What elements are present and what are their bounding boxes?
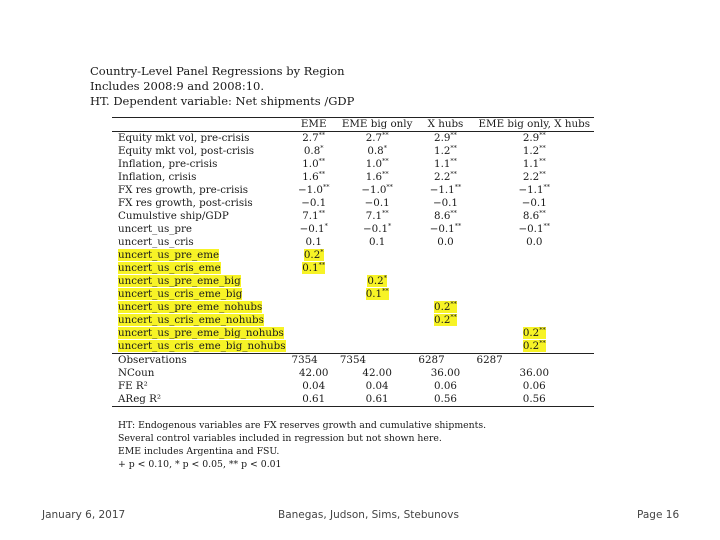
coefficient-cell <box>290 132 338 146</box>
coefficient-number: 2.2 <box>522 171 540 183</box>
coefficient-value <box>434 314 457 326</box>
significance-stars: ** <box>450 300 457 308</box>
coefficient-cell <box>475 210 594 223</box>
coefficient-cell <box>475 262 594 275</box>
significance-stars: ** <box>386 183 393 191</box>
table-caption <box>90 64 354 109</box>
coefficient-number: 2.9 <box>434 132 451 144</box>
coefficient-number: 0.2 <box>434 301 451 313</box>
footer-authors: Banegas, Judson, Sims, Stebunovs <box>278 509 459 521</box>
coefficient-number: −0.1 <box>301 197 327 209</box>
significance-stars: ** <box>543 222 551 230</box>
table-row <box>112 132 594 146</box>
note-significance: + p < 0.10, * p < 0.05, ** p < 0.01 <box>118 459 282 470</box>
coefficient-value <box>302 158 325 170</box>
row-label-text: uncert_us_pre <box>118 223 193 235</box>
row-label-text: FX res growth, pre-crisis <box>118 184 249 196</box>
coefficient-number: 1.0 <box>302 158 319 170</box>
coefficient-cell <box>338 132 417 146</box>
coefficient-cell <box>475 249 594 262</box>
coefficient-value <box>434 158 457 170</box>
coefficient-value <box>302 171 325 183</box>
coefficient-value <box>430 184 462 196</box>
coefficient-cell <box>290 184 338 197</box>
statistics-row <box>112 354 594 368</box>
row-label-text: FX res growth, post-crisis <box>118 197 253 209</box>
coefficient-value <box>367 145 387 157</box>
coefficient-cell <box>475 314 594 327</box>
row-label <box>112 158 290 171</box>
significance-stars: * <box>388 222 392 230</box>
coefficient-number: 0.1 <box>305 236 322 248</box>
significance-stars: ** <box>382 209 389 217</box>
coefficient-number: −0.1 <box>299 223 325 235</box>
significance-stars: ** <box>322 183 330 191</box>
significance-stars: ** <box>539 326 546 334</box>
coefficient-cell <box>290 288 338 301</box>
coefficient-number: 0.0 <box>526 236 543 248</box>
significance-stars: ** <box>454 222 462 230</box>
column-header: EME big only <box>341 118 413 130</box>
row-label <box>112 275 290 288</box>
statistic-value: 36.00 <box>430 367 461 379</box>
table-row <box>112 301 594 314</box>
coefficient-number: 7.1 <box>302 210 319 222</box>
coefficient-cell <box>338 249 417 262</box>
regression-table-wrapper <box>112 117 594 407</box>
significance-stars: ** <box>454 183 462 191</box>
coefficient-cell <box>416 171 474 184</box>
column-header: X hubs <box>427 118 464 130</box>
footer-date: January 6, 2017 <box>42 509 126 521</box>
significance-stars: ** <box>539 144 546 152</box>
statistic-value: 7354 <box>291 354 318 366</box>
coefficient-cell <box>338 171 417 184</box>
coefficient-cell <box>416 262 474 275</box>
coefficient-number: 0.1 <box>365 288 383 300</box>
coefficient-value <box>434 132 457 144</box>
coefficient-value <box>302 210 325 222</box>
coefficient-cell <box>338 197 417 210</box>
significance-stars: * <box>383 144 387 152</box>
row-label <box>112 223 290 236</box>
statistic-label: Observations <box>118 354 187 366</box>
coefficient-cell <box>338 223 417 236</box>
coefficient-cell <box>416 275 474 288</box>
coefficient-value <box>366 210 389 222</box>
row-label <box>112 249 290 262</box>
significance-stars: * <box>320 248 324 256</box>
coefficient-cell <box>290 327 338 340</box>
table-row <box>112 262 594 275</box>
significance-stars: * <box>324 222 328 230</box>
coefficient-cell <box>290 262 338 275</box>
coefficient-value <box>430 223 462 235</box>
row-label-text: Inflation, crisis <box>118 171 197 183</box>
row-label-text: uncert_us_cris_eme <box>118 262 221 274</box>
note-controls: Several control variables included in regression but not shown here. <box>118 433 442 444</box>
coefficient-number: −0.1 <box>364 197 390 209</box>
coefficient-value <box>523 158 546 170</box>
coefficient-number: 0.2 <box>434 314 451 326</box>
table-row <box>112 249 594 262</box>
table-row <box>112 340 594 354</box>
coefficient-cell <box>338 301 417 314</box>
table-row <box>112 236 594 249</box>
coefficient-cell <box>416 158 474 171</box>
row-label-text: uncert_us_pre_eme <box>118 249 220 261</box>
coefficient-cell <box>475 288 594 301</box>
coefficient-cell <box>338 145 417 158</box>
coefficient-cell <box>416 301 474 314</box>
coefficient-value <box>363 223 391 235</box>
coefficient-value <box>369 236 385 248</box>
statistic-value: 7354 <box>339 354 367 366</box>
significance-stars: ** <box>539 209 546 217</box>
statistics-row <box>112 367 594 380</box>
coefficient-number: 8.6 <box>522 210 540 222</box>
coefficient-cell <box>475 275 594 288</box>
coefficient-number: 1.2 <box>434 145 451 157</box>
statistic-value: 42.00 <box>298 367 329 379</box>
coefficient-value <box>523 340 546 352</box>
statistic-label: AReg R² <box>118 393 162 405</box>
coefficient-cell <box>475 327 594 340</box>
coefficient-value <box>366 171 389 183</box>
table-row <box>112 223 594 236</box>
coefficient-value <box>304 145 324 157</box>
significance-stars: ** <box>450 313 457 321</box>
row-label-text: Cumulstive ship/GDP <box>118 210 229 222</box>
coefficient-value <box>366 132 389 144</box>
coefficient-cell <box>475 132 594 146</box>
dependent-variable-note: HT. Dependent variable: Net shipments /GDP <box>90 94 355 108</box>
coefficient-value <box>523 145 546 157</box>
coefficient-cell <box>290 223 338 236</box>
table-notes <box>118 419 486 471</box>
coefficient-number: 2.2 <box>434 171 451 183</box>
statistics-row <box>112 393 594 407</box>
coefficient-number: −0.1 <box>429 223 455 235</box>
statistic-value: 0.61 <box>302 393 326 405</box>
significance-stars: ** <box>318 209 326 217</box>
row-label <box>112 132 290 146</box>
footer-page-number: Page 16 <box>637 509 680 521</box>
row-label-text: uncert_us_cris <box>118 236 194 248</box>
coefficient-number: 7.1 <box>365 210 383 222</box>
coefficient-cell <box>416 288 474 301</box>
statistic-value: 42.00 <box>362 367 392 379</box>
significance-stars: ** <box>450 131 457 139</box>
statistic-value: 6287 <box>476 354 503 366</box>
coefficient-cell <box>290 210 338 223</box>
coefficient-cell <box>338 288 417 301</box>
significance-stars: ** <box>382 131 389 139</box>
coefficient-value <box>300 223 328 235</box>
row-label <box>112 340 290 354</box>
coefficient-cell <box>290 340 338 354</box>
regression-table <box>112 117 594 407</box>
significance-stars: * <box>383 274 387 282</box>
coefficient-cell <box>416 249 474 262</box>
coefficient-value <box>301 197 326 209</box>
coefficient-number: 0.1 <box>368 236 386 248</box>
statistic-value: 0.06 <box>434 380 457 392</box>
significance-stars: ** <box>539 157 546 165</box>
statistic-value: 0.61 <box>365 393 389 405</box>
coefficient-number: 2.7 <box>365 132 383 144</box>
significance-stars: ** <box>450 170 457 178</box>
coefficient-cell <box>338 340 417 354</box>
coefficient-number: 1.1 <box>522 158 540 170</box>
table-row <box>112 171 594 184</box>
table-row <box>112 158 594 171</box>
coefficient-value <box>434 145 457 157</box>
significance-stars: ** <box>318 170 326 178</box>
row-label-text: uncert_us_cris_eme_big_nohubs <box>118 340 286 352</box>
row-label-text: uncert_us_cris_eme_nohubs <box>118 314 264 326</box>
significance-stars: ** <box>539 170 546 178</box>
significance-stars: ** <box>539 339 546 347</box>
row-label <box>112 262 290 275</box>
coefficient-value <box>304 249 324 261</box>
coefficient-value <box>437 236 453 248</box>
coefficient-cell <box>416 314 474 327</box>
table-row <box>112 275 594 288</box>
coefficient-cell <box>475 184 594 197</box>
coefficient-number: 1.2 <box>522 145 540 157</box>
coefficient-cell <box>338 184 417 197</box>
table-row <box>112 145 594 158</box>
coefficient-number: 0.2 <box>522 327 540 339</box>
coefficient-value <box>526 236 542 248</box>
coefficient-cell <box>290 301 338 314</box>
coefficient-number: 0.0 <box>437 236 454 248</box>
coefficient-number: −1.1 <box>429 184 455 196</box>
row-label-text: Inflation, pre-crisis <box>118 158 218 170</box>
row-label-text: Equity mkt vol, post-crisis <box>118 145 255 157</box>
significance-stars: ** <box>382 170 389 178</box>
coefficient-number: −0.1 <box>363 223 389 235</box>
coefficient-value <box>523 210 546 222</box>
table-header-row <box>112 118 594 132</box>
coefficient-cell <box>475 301 594 314</box>
coefficient-cell <box>416 223 474 236</box>
table-row <box>112 210 594 223</box>
coefficient-value <box>523 171 546 183</box>
statistic-value: 0.56 <box>522 393 546 405</box>
coefficient-number: 1.6 <box>365 171 383 183</box>
statistic-label: NCoun <box>118 367 155 379</box>
coefficient-cell <box>475 158 594 171</box>
coefficient-number: −0.1 <box>521 197 547 209</box>
header-blank <box>112 118 290 132</box>
coefficient-cell <box>416 132 474 146</box>
coefficient-number: 0.8 <box>367 145 384 157</box>
coefficient-cell <box>416 197 474 210</box>
coefficient-cell <box>290 145 338 158</box>
statistic-value: 6287 <box>418 354 445 366</box>
table-row <box>112 314 594 327</box>
row-label <box>112 288 290 301</box>
table-row <box>112 184 594 197</box>
coefficient-cell <box>290 275 338 288</box>
coefficient-number: 1.0 <box>365 158 383 170</box>
coefficient-number: 0.1 <box>302 262 319 274</box>
column-header: EME big only, X hubs <box>478 118 590 130</box>
coefficient-cell <box>290 197 338 210</box>
coefficient-cell <box>416 210 474 223</box>
coefficient-value <box>298 184 330 196</box>
coefficient-cell <box>416 340 474 354</box>
coefficient-cell <box>338 236 417 249</box>
coefficient-value <box>366 288 389 300</box>
significance-stars: ** <box>382 157 389 165</box>
coefficient-cell <box>338 262 417 275</box>
coefficient-cell <box>475 171 594 184</box>
row-label <box>112 184 290 197</box>
note-eme: EME includes Argentina and FSU. <box>118 446 280 457</box>
coefficient-value <box>361 184 393 196</box>
coefficient-number: 1.6 <box>302 171 319 183</box>
coefficient-cell <box>416 327 474 340</box>
coefficient-cell <box>338 327 417 340</box>
statistics-row <box>112 380 594 393</box>
table-row <box>112 327 594 340</box>
coefficient-value <box>434 301 457 313</box>
coefficient-cell <box>475 223 594 236</box>
coefficient-number: −0.1 <box>432 197 458 209</box>
coefficient-cell <box>475 197 594 210</box>
row-label <box>112 210 290 223</box>
row-label <box>112 327 290 340</box>
sample-note: Includes 2008:9 and 2008:10. <box>90 79 265 93</box>
coefficient-value <box>523 327 546 339</box>
row-label <box>112 197 290 210</box>
row-label-text: Equity mkt vol, pre-crisis <box>118 132 250 144</box>
coefficient-number: 8.6 <box>434 210 451 222</box>
significance-stars: ** <box>318 157 326 165</box>
coefficient-cell <box>290 236 338 249</box>
table-title: Country-Level Panel Regressions by Region <box>90 64 345 78</box>
coefficient-number: 0.2 <box>522 340 540 352</box>
coefficient-value <box>433 197 458 209</box>
coefficient-value <box>367 275 387 287</box>
significance-stars: ** <box>450 144 457 152</box>
coefficient-rows <box>112 132 594 354</box>
coefficient-value <box>523 132 546 144</box>
coefficient-number: 2.9 <box>522 132 540 144</box>
coefficient-number: 0.2 <box>303 249 321 261</box>
coefficient-value <box>519 184 551 196</box>
statistic-value: 36.00 <box>519 367 549 379</box>
coefficient-cell <box>416 184 474 197</box>
coefficient-number: −1.0 <box>361 184 387 196</box>
significance-stars: ** <box>318 131 326 139</box>
coefficient-cell <box>416 236 474 249</box>
coefficient-value <box>306 236 322 248</box>
row-label <box>112 145 290 158</box>
statistics-rows <box>112 354 594 407</box>
coefficient-value <box>302 262 325 274</box>
row-label-text: uncert_us_pre_eme_nohubs <box>118 301 263 313</box>
statistic-value: 0.06 <box>522 380 546 392</box>
coefficient-cell <box>475 145 594 158</box>
significance-stars: ** <box>318 261 326 269</box>
row-label <box>112 171 290 184</box>
significance-stars: * <box>320 144 324 152</box>
significance-stars: ** <box>382 287 389 295</box>
coefficient-cell <box>475 236 594 249</box>
coefficient-cell <box>338 314 417 327</box>
coefficient-cell <box>338 275 417 288</box>
coefficient-cell <box>416 145 474 158</box>
coefficient-number: 0.8 <box>303 145 321 157</box>
coefficient-cell <box>338 158 417 171</box>
significance-stars: ** <box>539 131 546 139</box>
coefficient-cell <box>290 171 338 184</box>
coefficient-value <box>522 197 547 209</box>
coefficient-number: −1.1 <box>518 184 544 196</box>
table-row <box>112 288 594 301</box>
coefficient-value <box>365 197 390 209</box>
coefficient-cell <box>290 249 338 262</box>
statistic-label: FE R² <box>118 380 148 392</box>
significance-stars: ** <box>450 209 457 217</box>
table-row <box>112 197 594 210</box>
row-label <box>112 236 290 249</box>
coefficient-cell <box>338 210 417 223</box>
row-label-text: uncert_us_pre_eme_big <box>118 275 241 287</box>
significance-stars: ** <box>543 183 551 191</box>
note-endogenous: HT: Endogenous variables are FX reserves growth and cumulative shipments. <box>118 420 487 431</box>
coefficient-value <box>366 158 389 170</box>
statistic-value: 0.04 <box>302 380 326 392</box>
statistic-value: 0.56 <box>434 393 457 405</box>
row-label-text: uncert_us_cris_eme_big <box>118 288 243 300</box>
significance-stars: ** <box>450 157 457 165</box>
coefficient-cell <box>475 340 594 354</box>
coefficient-number: −1.0 <box>297 184 323 196</box>
coefficient-value <box>434 210 457 222</box>
coefficient-cell <box>290 314 338 327</box>
coefficient-value <box>434 171 457 183</box>
coefficient-value <box>302 132 325 144</box>
column-header: EME <box>300 118 327 130</box>
coefficient-value <box>519 223 551 235</box>
row-label <box>112 301 290 314</box>
statistic-value: 0.04 <box>365 380 389 392</box>
coefficient-number: 1.1 <box>434 158 451 170</box>
row-label <box>112 314 290 327</box>
coefficient-number: 0.2 <box>367 275 384 287</box>
coefficient-number: −0.1 <box>518 223 544 235</box>
coefficient-cell <box>290 158 338 171</box>
row-label-text: uncert_us_pre_eme_big_nohubs <box>118 327 284 339</box>
coefficient-number: 2.7 <box>302 132 319 144</box>
